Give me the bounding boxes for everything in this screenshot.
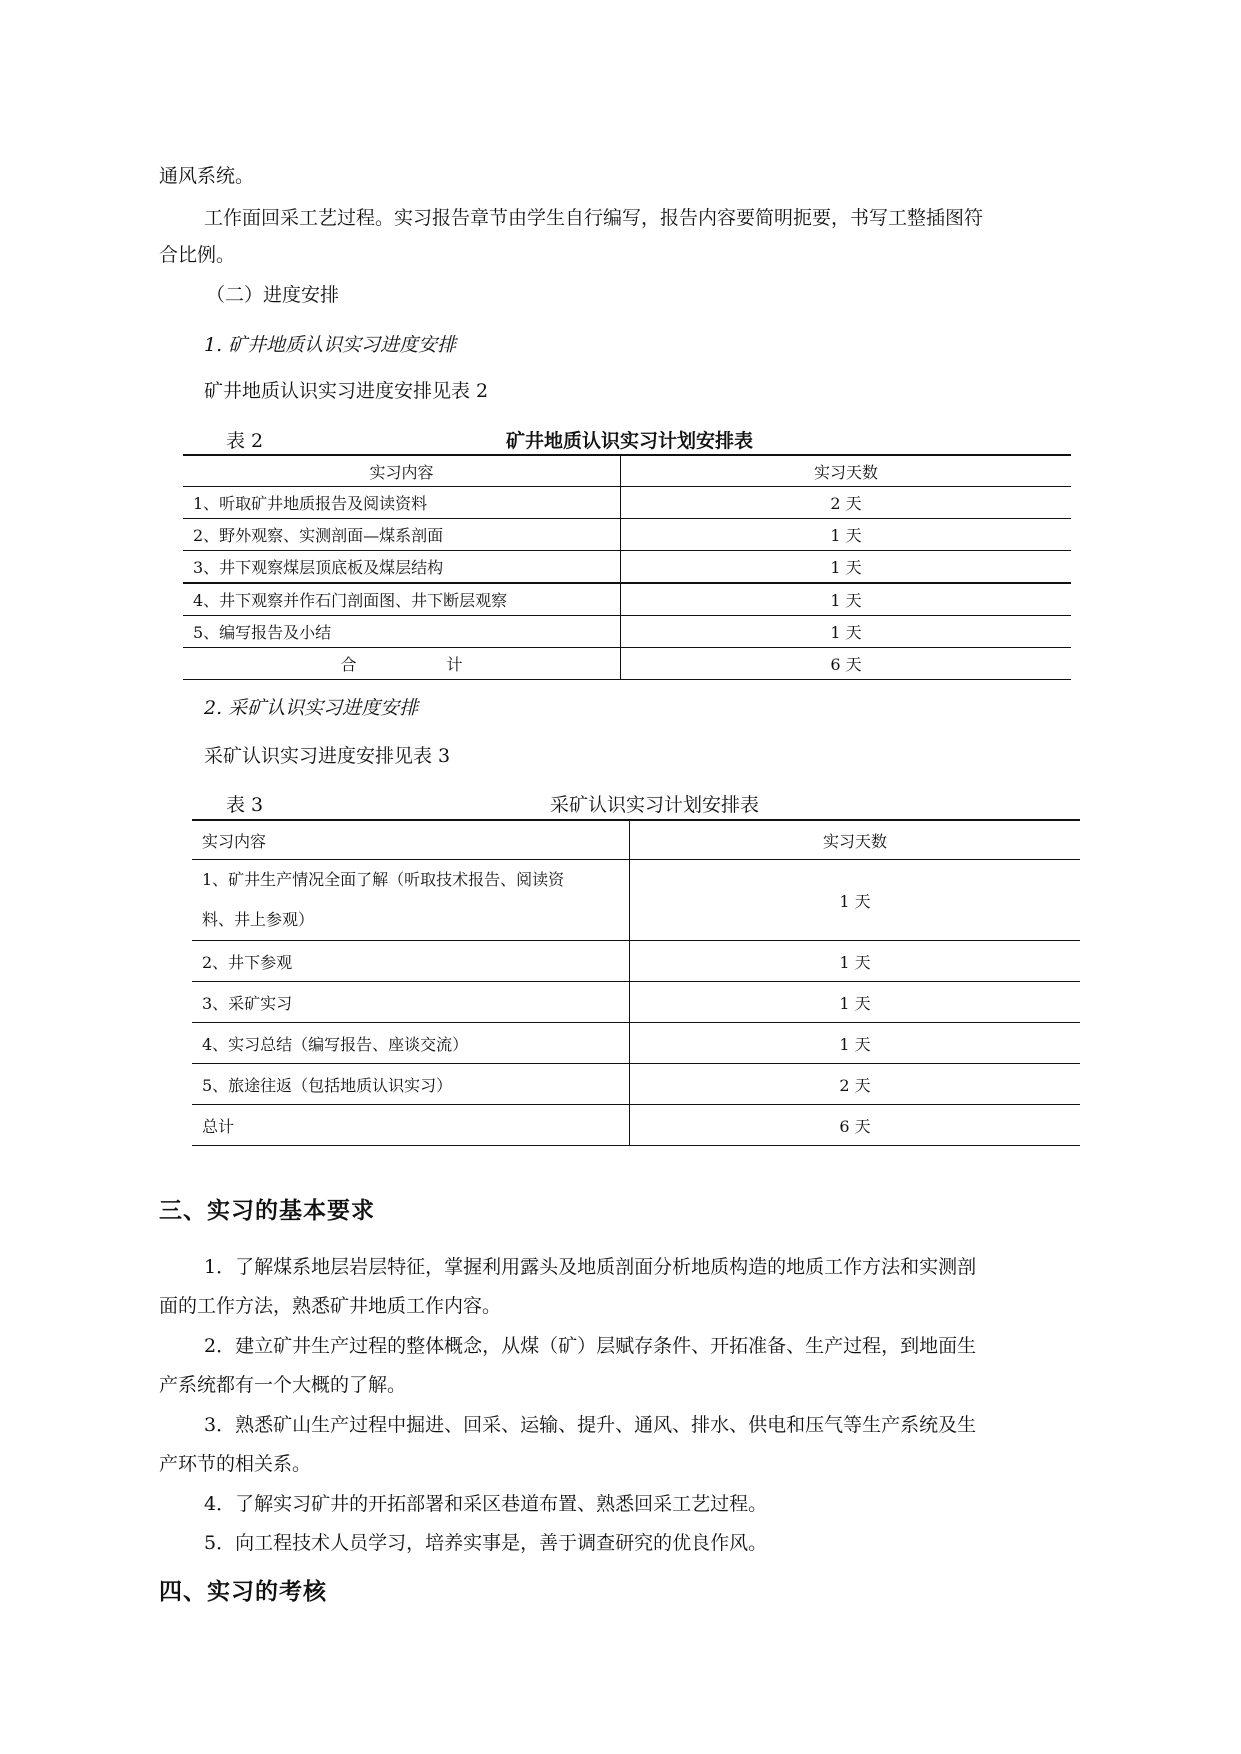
table-reference: 矿井地质认识实习进度安排见表 2 — [204, 380, 489, 402]
row-days: 1 天 — [621, 519, 1072, 551]
row-content: 2、野外观察、实测剖面—煤系剖面 — [183, 519, 621, 551]
table-row — [183, 583, 1071, 616]
header-content: 实习内容 — [192, 820, 630, 860]
requirement-line: 面的工作方法，熟悉矿井地质工作内容。 — [159, 1295, 502, 1317]
table3-label: 表 3 — [226, 794, 264, 816]
header-days: 实习天数 — [621, 455, 1072, 487]
row-days: 2 天 — [630, 1064, 1081, 1105]
row-content: 5、旅途往返（包括地质认识实习） — [192, 1064, 630, 1105]
row-days: 1 天 — [630, 941, 1081, 982]
header-content: 实习内容 — [183, 455, 621, 487]
table-row — [183, 616, 1071, 648]
total-label-b: 计 — [446, 655, 463, 674]
subsection-heading: 1. 矿井地质认识实习进度安排 — [204, 334, 457, 356]
table-row — [192, 1064, 1080, 1105]
row-days: 1 天 — [621, 616, 1072, 648]
table-reference: 采矿认识实习进度安排见表 3 — [204, 745, 451, 767]
requirement-line: 5．向工程技术人员学习，培养实事是，善于调查研究的优良作风。 — [204, 1532, 768, 1554]
intro-paragraph-line: 工作面回采工艺过程。实习报告章节由学生自行编写，报告内容要简明扼要，书写工整插图符 — [204, 207, 984, 229]
requirement-line: 4．了解实习矿井的开拓部署和采区巷道布置、熟悉回采工艺过程。 — [204, 1493, 768, 1515]
table2-title: 矿井地质认识实习计划安排表 — [506, 430, 754, 452]
table-row — [192, 982, 1080, 1023]
table-header-row — [183, 455, 1071, 487]
row-content: 5、编写报告及小结 — [183, 616, 621, 648]
total-days: 6 天 — [621, 648, 1072, 680]
row-days: 2 天 — [621, 487, 1072, 519]
header-days: 实习天数 — [630, 820, 1081, 860]
requirement-line: 产系统都有一个大概的了解。 — [159, 1374, 407, 1396]
requirement-line: 2．建立矿井生产过程的整体概念，从煤（矿）层赋存条件、开拓准备、生产过程，到地面生 — [204, 1335, 977, 1357]
section-heading: 四、实习的考核 — [159, 1579, 327, 1605]
table-total-row — [192, 1105, 1080, 1146]
row-content: 1、听取矿井地质报告及阅读资料 — [183, 487, 621, 519]
section-heading: 三、实习的基本要求 — [159, 1198, 375, 1224]
table3 — [192, 819, 1080, 1146]
row-content: 4、井下观察并作石门剖面图、井下断层观察 — [183, 583, 621, 616]
table3-title: 采矿认识实习计划安排表 — [550, 794, 760, 816]
table-header-row — [192, 820, 1080, 860]
row-days: 1 天 — [630, 982, 1081, 1023]
row-days: 1 天 — [630, 860, 1081, 941]
row-content — [192, 860, 630, 941]
table-total-row — [183, 648, 1071, 680]
row-days: 1 天 — [630, 1023, 1081, 1064]
total-label — [183, 648, 621, 680]
intro-paragraph-line: 合比例。 — [159, 244, 236, 266]
row-content: 4、实习总结（编写报告、座谈交流） — [192, 1023, 630, 1064]
section-progress-heading: （二）进度安排 — [206, 284, 340, 306]
table-row — [192, 1023, 1080, 1064]
row-days: 1 天 — [621, 583, 1072, 616]
requirement-line: 1．了解煤系地层岩层特征，掌握利用露头及地质剖面分析地质构造的地质工作方法和实测剖 — [204, 1256, 977, 1278]
row-content: 3、井下观察煤层顶底板及煤层结构 — [183, 551, 621, 584]
table-row — [192, 941, 1080, 982]
table2-label: 表 2 — [226, 430, 264, 452]
row-days: 1 天 — [621, 551, 1072, 584]
table-row — [183, 487, 1071, 519]
row-content: 3、采矿实习 — [192, 982, 630, 1023]
total-days: 6 天 — [630, 1105, 1081, 1146]
intro-line: 通风系统。 — [159, 165, 255, 187]
table-row — [183, 519, 1071, 551]
table-row — [183, 551, 1071, 584]
table-row — [192, 860, 1080, 941]
requirement-line: 3．熟悉矿山生产过程中掘进、回采、运输、提升、通风、排水、供电和压气等生产系统及生 — [204, 1414, 977, 1436]
total-label: 总计 — [192, 1105, 630, 1146]
row-content-line: 1、矿井生产情况全面了解（听取技术报告、阅读资 — [202, 870, 565, 889]
total-label-a: 合 — [340, 655, 357, 674]
table2 — [183, 454, 1071, 680]
requirement-line: 产环节的相关系。 — [159, 1453, 312, 1475]
row-content: 2、井下参观 — [192, 941, 630, 982]
subsection-heading: 2. 采矿认识实习进度安排 — [204, 697, 419, 719]
row-content-line: 料、井上参观） — [202, 910, 315, 929]
